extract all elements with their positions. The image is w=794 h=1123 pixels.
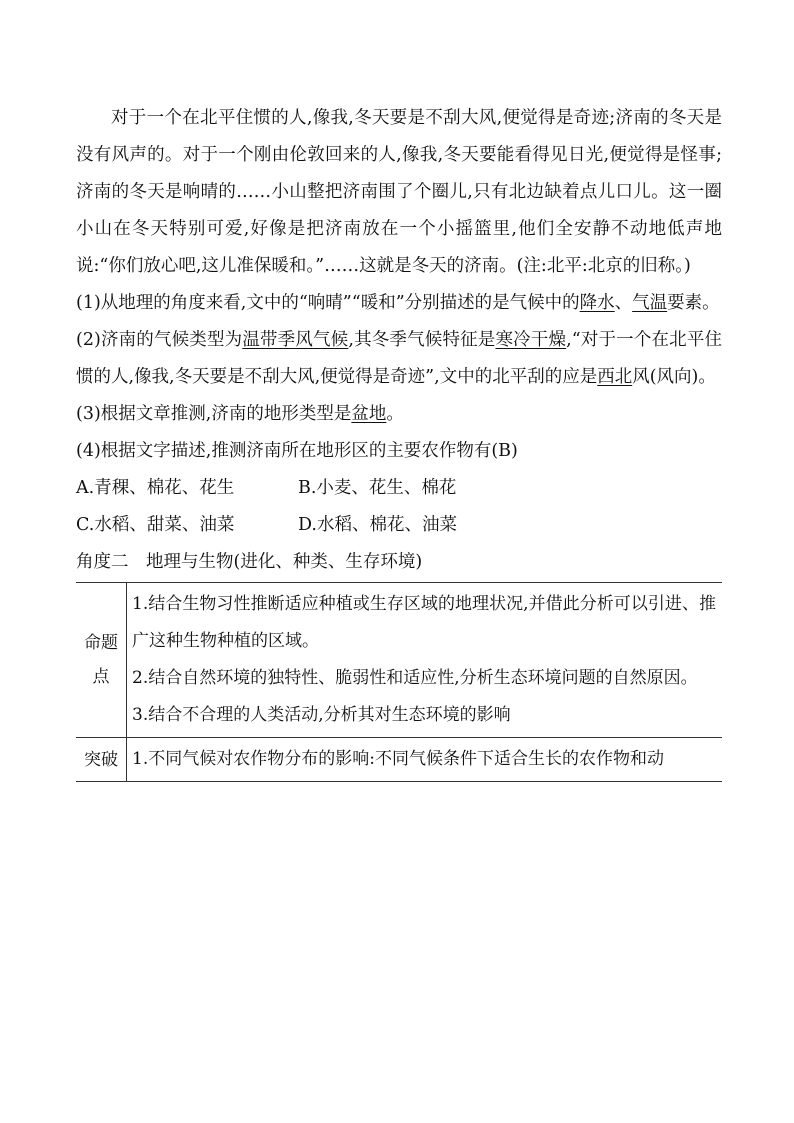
row-label-text: 命题点 — [84, 633, 118, 687]
info-table — [76, 582, 722, 782]
row-label-breakthrough: 突破 — [76, 738, 127, 782]
document-page — [76, 100, 722, 782]
question-1-suffix: 要素。 — [667, 293, 720, 313]
answer-climate-type: 温带季风气候 — [242, 330, 349, 350]
section-heading: 角度二 地理与生物(进化、种类、生存环境) — [76, 552, 423, 572]
question-2 — [76, 322, 722, 396]
question-1-text: (1)从地理的角度来看,文中的“响晴”“暖和”分别描述的是气候中的 — [76, 293, 580, 313]
table-row — [76, 738, 722, 782]
passage-paragraph: 对于一个在北平住惯的人,像我,冬天要是不刮大风,便觉得是奇迹;济南的冬天是没有风声的。对于一个刚由伦敦回来的人,像我,冬天要能看得见日光,便觉得是怪事;济南的冬天是响晴的……小山整把济南围了个圈儿,只有北边缺着点儿口儿。这一圈小山在冬天特别可爱,好像是把济南放在一个小摇篮里,他们全安静不动地低声地说:“你们放心吧,这儿准保暖和。”……这就是冬天的济南。(注:北平:北京的旧称。) — [76, 108, 722, 276]
option-b: B.小麦、花生、棉花 — [298, 478, 457, 498]
table-row — [76, 583, 722, 738]
option-c: C.水稻、甜菜、油菜 — [76, 515, 235, 535]
question-3-text: (3)根据文章推测,济南的地形类型是 — [76, 404, 352, 424]
options-row-1 — [76, 470, 722, 507]
question-3 — [76, 396, 722, 433]
question-1 — [76, 285, 722, 322]
table-item-1: 1.不同气候对农作物分布的影响:不同气候条件下适合生长的农作物和动 — [132, 749, 664, 769]
answer-winter-feature: 寒冷干燥 — [495, 330, 567, 350]
question-2-text: (2)济南的气候类型为 — [76, 330, 243, 350]
question-2-mid-1: ,其冬季气候特征是 — [348, 330, 496, 350]
answer-precipitation: 降水 — [579, 293, 615, 313]
row-content — [127, 583, 723, 738]
row-content — [127, 738, 723, 782]
answer-landform: 盆地 — [351, 404, 387, 424]
options-row-2 — [76, 507, 722, 544]
row-label-proposition — [76, 583, 127, 738]
answer-temperature: 气温 — [632, 293, 668, 313]
table-item-1: 1.结合生物习性推断适应种植或生存区域的地理状况,并借此分析可以引进、推广这种生物种植的区域。 — [132, 594, 716, 651]
table-item-3: 3.结合不合理的人类活动,分析其对生态环境的影响 — [132, 705, 511, 725]
option-a: A.青稞、棉花、花生 — [76, 478, 235, 498]
answer-wind-direction: 西北 — [597, 367, 633, 387]
question-1-separator: 、 — [614, 293, 633, 313]
question-4: (4)根据文字描述,推测济南所在地形区的主要农作物有(B) — [76, 441, 518, 461]
question-3-suffix: 。 — [386, 404, 404, 424]
question-2-suffix: 风(风向)。 — [632, 367, 716, 387]
table-item-2: 2.结合自然环境的独特性、脆弱性和适应性,分析生态环境问题的自然原因。 — [132, 668, 698, 688]
option-d: D.水稻、棉花、油菜 — [298, 515, 457, 535]
question-2-mid-2: ,“对于一个在北平住惯的人,像我,冬天要是不刮大风,便觉得是奇迹”,文中的北平刮的应是 — [76, 330, 723, 387]
